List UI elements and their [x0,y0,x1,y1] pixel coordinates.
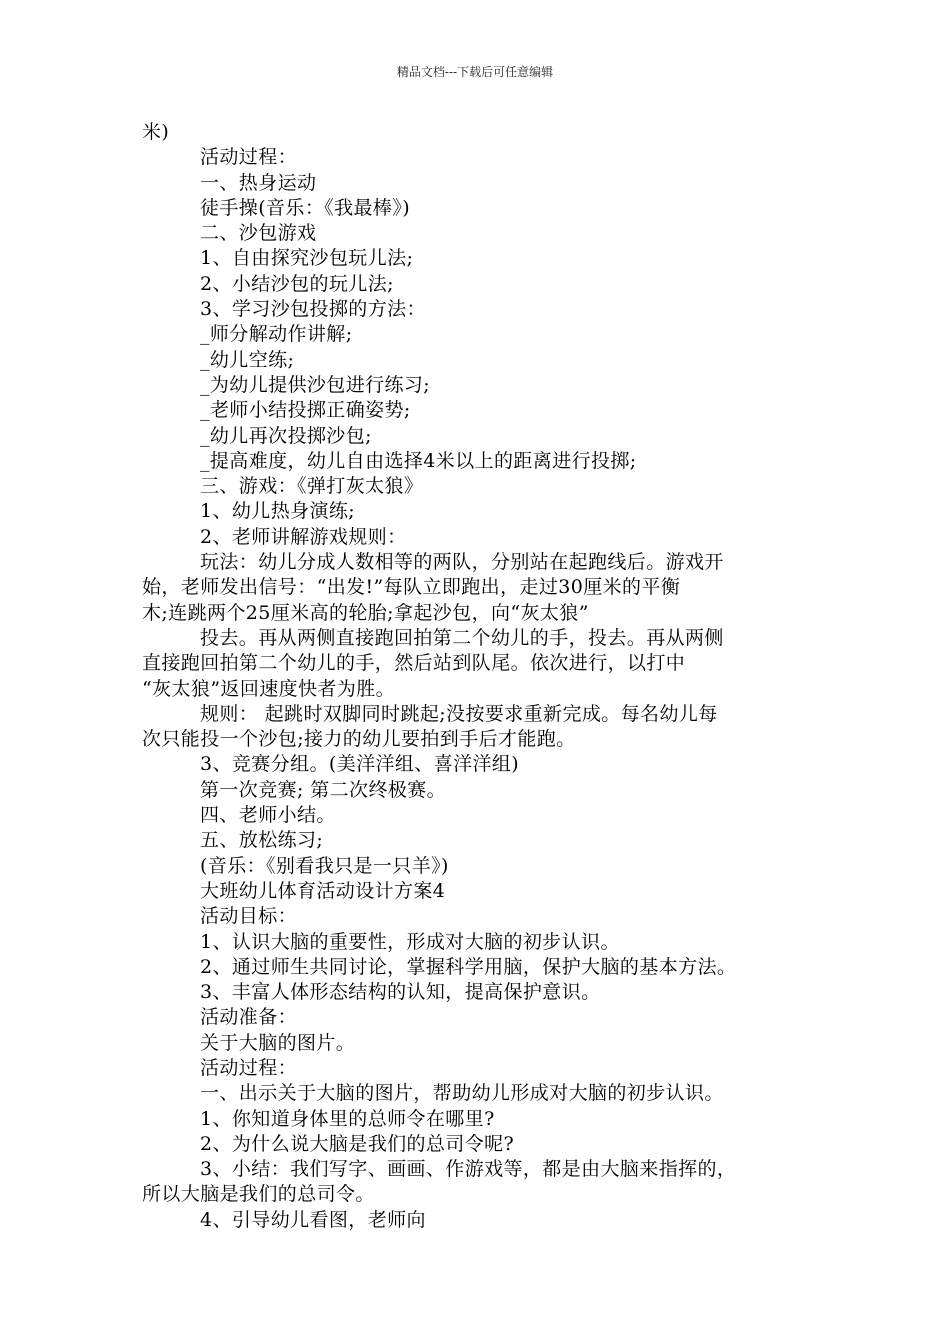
page-header: 精品文档---下载后可任意编辑 [396,65,554,79]
text-line: 活动目标： [200,905,298,928]
text-line: _师分解动作讲解; [200,323,353,346]
text-line: _老师小结投掷正确姿势; [200,399,411,422]
text-line: 四、老师小结。 [200,804,336,827]
text-line: 一、出示关于大脑的图片，帮助幼儿形成对大脑的初步认识。 [200,1082,724,1105]
text-line: 次只能投一个沙包;接力的幼儿要拍到手后才能跑。 [142,728,576,751]
document-body [142,120,810,1233]
text-line: 所以大脑是我们的总司令。 [142,1183,375,1206]
text-line: _为幼儿提供沙包进行练习; [200,373,431,396]
text-line: 米) [142,121,170,143]
text-line: _幼儿空练; [200,348,295,371]
text-line: 大班幼儿体育活动设计方案4 [200,879,446,902]
text-line: 关于大脑的图片。 [200,1031,356,1054]
text-line: 五、放松练习; [200,829,324,852]
text-line: 活动过程： [200,1056,298,1079]
text-line: 一、热身运动 [200,171,317,194]
text-line: 三、游戏：《弹打灰太狼》 [200,475,424,498]
text-line: 玩法：幼儿分成人数相等的两队，分别站在起跑线后。游戏开 [200,551,724,574]
text-line: (音乐：《别看我只是一只羊》) [200,854,449,877]
text-line: 1、认识大脑的重要性，形成对大脑的初步认识。 [200,930,620,953]
text-line: _提高难度，幼儿自由选择4米以上的距离进行投掷; [200,449,637,472]
text-line: 投去。再从两侧直接跑回拍第二个幼儿的手，投去。再从两侧 [200,626,724,649]
text-line: 第一次竞赛; 第二次终极赛。 [200,778,447,801]
text-line: 始，老师发出信号：“出发!”每队立即跑出，走过30厘米的平衡 [142,576,681,599]
text-line: 3、竞赛分组。(美洋洋组、喜洋洋组) [200,753,520,776]
text-line: 1、你知道身体里的总师令在哪里? [200,1107,495,1130]
text-line: 规则： 起跳时双脚同时跳起;没按要求重新完成。每名幼儿每 [200,702,718,725]
text-line: 活动过程： [200,146,298,169]
text-line: 1、幼儿热身演练; [200,500,356,523]
text-line: 1、自由探究沙包玩儿法; [200,247,414,270]
text-line: 3、学习沙包投掷的方法： [200,298,426,321]
text-line: 二、沙包游戏 [200,222,317,245]
text-line: 2、通过师生共同讨论，掌握科学用脑，保护大脑的基本方法。 [200,955,737,978]
text-line: _幼儿再次投掷沙包; [200,424,372,447]
text-line: 3、丰富人体形态结构的认知，提高保护意识。 [200,981,601,1004]
text-line: 木;连跳两个25厘米高的轮胎;拿起沙包，向“灰太狼” [142,601,589,624]
text-line: 3、小结：我们写字、画画、作游戏等，都是由大脑来指挥的， [200,1158,737,1181]
text-line: “灰太狼”返回速度快者为胜。 [142,677,396,700]
text-line: 徒手操(音乐：《我最棒》) [200,196,411,219]
text-line: 2、为什么说大脑是我们的总司令呢? [200,1132,515,1155]
text-line: 4、引导幼儿看图，老师向 [200,1208,426,1231]
text-line: 直接跑回拍第二个幼儿的手，然后站到队尾。依次进行，以打中 [142,652,686,675]
text-line: 活动准备： [200,1006,298,1029]
text-line: 2、小结沙包的玩儿法; [200,272,394,295]
text-line: 2、老师讲解游戏规则： [200,525,407,548]
